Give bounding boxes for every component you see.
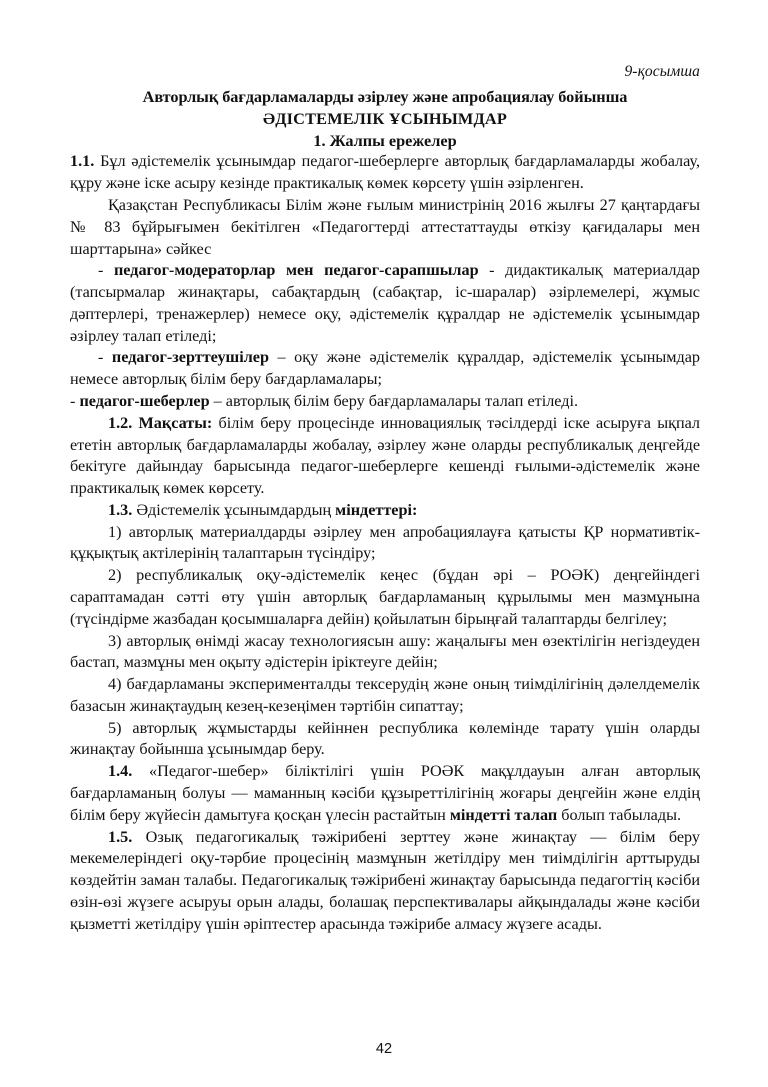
paragraph-1-2 bbox=[70, 413, 700, 500]
appendix-label: 9-қосымша bbox=[624, 63, 700, 80]
definition-text: - дидактикалық материалдар (тапсырмалар жинақтары, сабақтардың (сабақтар, іс-шаралар) әзірлемелері, жұмыс дәптерлері, тренажерлер) немесе оқу, әдістемелік құралдар не әдістемелік ұсынымдар әзірлеу талап етіледі; bbox=[70, 261, 700, 345]
definition-term: педагог-шеберлер bbox=[79, 391, 210, 410]
paragraph-1-4-number: 1.4. bbox=[108, 762, 133, 781]
definition-item-moderators bbox=[70, 260, 700, 347]
document-title bbox=[70, 86, 700, 151]
paragraph-1-4-text-a: «Педагог-шебер» біліктілігі үшін РОӘК мақұлдауын алған авторлық бағдарламаның болуы — маманның кәсіби құзыреттілігінің жоғары деңгейін және елдің білім беру жүйесін дамытуға қосқан үлесін растайтын bbox=[70, 762, 700, 824]
paragraph-1-3-bold: міндеттері: bbox=[335, 500, 418, 519]
paragraph-1-3-number: 1.3. bbox=[108, 500, 133, 519]
paragraph-1-1-number: 1.1. bbox=[70, 152, 95, 171]
task-item-3: 3) авторлық өнімді жасау технологиясын ашу: жаңалығы мен өзектілігін негіздеуден бастап, мазмұны мен оқыту әдістерін іріктеуге дейін; bbox=[70, 631, 700, 672]
paragraph-1-2-text: білім беру процесінде инновациялық тәсілдерді іске асыруға ықпал ететін авторлық бағдарламаларды жобалау, әзірлеу және оларды республикалық деңгейде бекітуге дайындау барысында педагог-шеберлерге кешенді ғылыми-әдістемелік және практикалық көмек көрсету. bbox=[70, 413, 701, 498]
task-item-5: 5) авторлық жұмыстарды кейіннен республика көлемінде тарату үшін оларды жинақтау бойынша ұсынымдар беру. bbox=[70, 718, 700, 759]
task-item-4: 4) бағдарламаны эксперименталды тексерудің және оның тиімділігінің дәлелдемелік базасын жинақтаудың кезең-кезеңімен тәртібін сипаттау; bbox=[70, 675, 700, 715]
paragraph-1-2-label: Мақсаты: bbox=[138, 413, 213, 432]
title-line-2: ӘДІСТЕМЕЛІК ҰСЫНЫМДАР bbox=[262, 109, 508, 129]
task-item-2: 2) республикалық оқу-әдістемелік кеңес (бұдан әрі – РОӘК) деңгейіндегі сараптамадан сәтті өту үшін авторлық бағдарламаның құрылымы мен мазмұнына (түсіндірме жазбадан қосымшаларға дейін) қойылатын бірыңғай талаптарды белгілеу; bbox=[70, 566, 700, 628]
page-content bbox=[70, 0, 700, 936]
paragraph-1-1 bbox=[70, 151, 700, 195]
definition-term: педагог-зерттеушілер bbox=[111, 348, 269, 367]
paragraph-1-4-text-b: болып табылады. bbox=[557, 805, 682, 824]
title-line-1: Авторлық бағдарламаларды әзірлеу және апробациялау бойынша bbox=[142, 87, 628, 107]
definition-text: – оқу және әдістемелік құралдар, әдістемелік ұсынымдар немесе авторлық білім беру бағдарламалары; bbox=[70, 348, 700, 389]
paragraph-1-3-text: Әдістемелік ұсынымдардың bbox=[132, 500, 336, 519]
bullet-dash: - bbox=[98, 348, 112, 367]
paragraph-1-5-number: 1.5. bbox=[108, 827, 133, 846]
definition-term: педагог-модераторлар мен педагог-сарапшылар bbox=[113, 261, 479, 280]
section-heading: 1. Жалпы ережелер bbox=[313, 130, 457, 150]
page-number: 42 bbox=[375, 1041, 393, 1057]
definition-text: – авторлық білім беру бағдарламалары талап етіледі. bbox=[209, 391, 579, 410]
bullet-dash: - bbox=[98, 261, 114, 280]
task-item-1: 1) авторлық материалдарды әзірлеу мен апробациялауға қатысты ҚР нормативтік-құқықтық актілерінің талаптарын түсіндіру; bbox=[70, 522, 700, 563]
paragraph-1-4 bbox=[70, 761, 700, 826]
paragraph-1-5-text: Озық педагогикалық тәжірибені зерттеу және жинақтау — білім беру мекемелеріндегі оқу-тәрбие процесінің мазмұнын жетілдіру мен тиімділігін арттыруды көздейтін заман талабы. Педагогикалық тәжірибені жинақтау барысында педагогтің кәсіби өзін-өзі жүзеге асыруы орын алады, болашақ перспективалары айқындалады және кәсіби қызметті жетілдіру үшін әріптестер арасында тәжірибе алмасу жүзеге асады. bbox=[70, 827, 700, 933]
bullet-dash: - bbox=[70, 391, 80, 410]
paragraph-1-1-text: Бұл әдістемелік ұсынымдар педагог-шеберлерге авторлық бағдарламаларды жобалау, құру және іске асыру кезінде практикалық көмек көрсету үшін әзірленген. bbox=[70, 152, 700, 193]
definition-item-researchers bbox=[70, 347, 700, 391]
paragraph-order-reference: Қазақстан Республикасы Білім және ғылым министрінің 2016 жылғы 27 қаңтардағы № 83 бұйрығымен бекітілген «Педагогтерді аттестаттауды өткізу қағидалары мен шарттарына» сәйкес bbox=[70, 195, 700, 258]
paragraph-1-5 bbox=[70, 827, 700, 936]
paragraph-1-3 bbox=[70, 500, 700, 522]
paragraph-1-2-number: 1.2. bbox=[108, 413, 133, 432]
paragraph-1-4-bold: міндетті талап bbox=[449, 805, 558, 824]
definition-item-masters bbox=[70, 391, 700, 413]
